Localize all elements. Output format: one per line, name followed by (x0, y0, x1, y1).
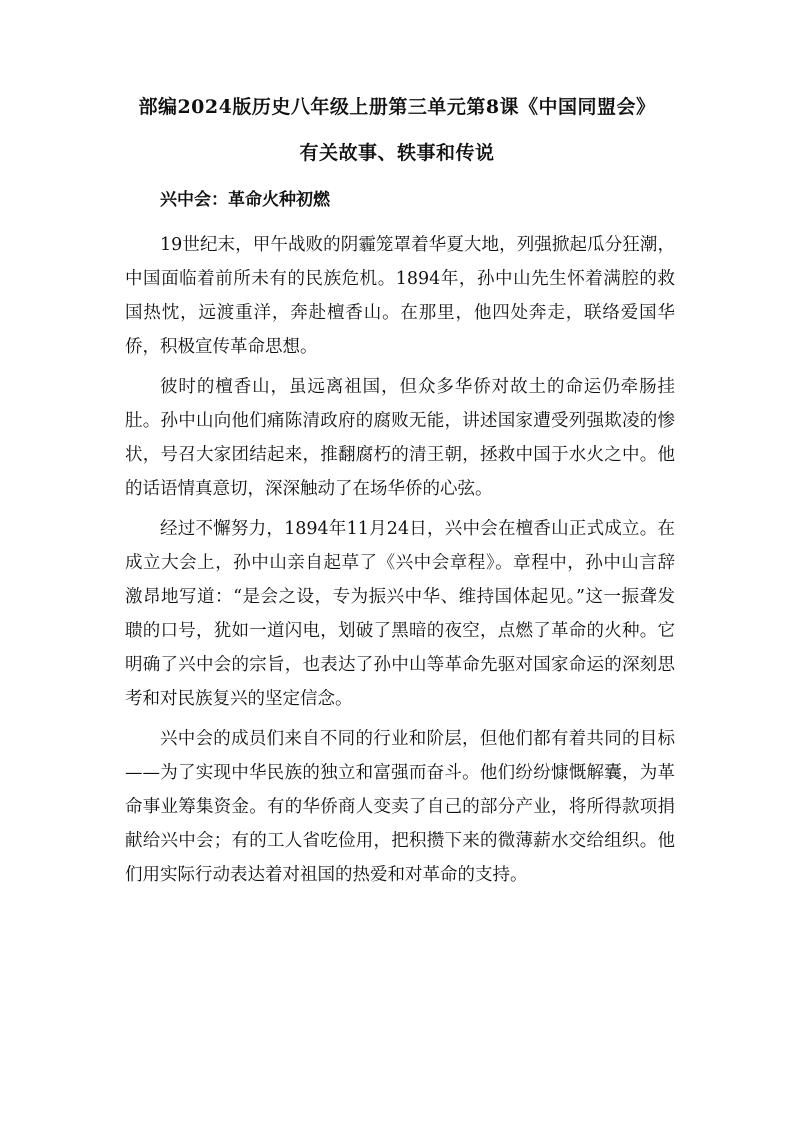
document-title (100, 95, 694, 165)
paragraph-3: 经过不懈努力，1894年11月24日，兴中会在檀香山正式成立。在成立大会上，孙中山亲自起草了《兴中会章程》。章程中，孙中山言辞激昂地写道：“是会之设，专为振兴中华、维持国体起见。”这一振聋发聩的口号，犹如一道闪电，划破了黑暗的夜空，点燃了革命的火种。它明确了兴中会的宗旨，也表达了孙中山等革命先驱对国家命运的深刻思考和对民族复兴的坚定信念。 (125, 519, 675, 709)
title-line-1: 部编2024版历史八年级上册第三单元第8课《中国同盟会》 (138, 96, 656, 118)
paragraph-2: 彼时的檀香山，虽远离祖国，但众多华侨对故土的命运仍牵肠挂肚。孙中山向他们痛陈清政府的腐败无能，讲述国家遭受列强欺凌的惨状，号召大家团结起来，推翻腐朽的清王朝，拯救中国于水火之中。他的话语情真意切，深深触动了在场华侨的心弦。 (125, 377, 675, 499)
title-line-2: 有关故事、轶事和传说 (299, 142, 495, 164)
paragraph-4: 兴中会的成员们来自不同的行业和阶层，但他们都有着共同的目标——为了实现中华民族的独立和富强而奋斗。他们纷纷慷慨解囊，为革命事业筹集资金。有的华侨商人变卖了自己的部分产业，将所得款项捐献给兴中会；有的工人省吃俭用，把积攒下来的微薄薪水交给组织。他们用实际行动表达着对祖国的热爱和对革命的支持。 (125, 729, 675, 885)
paragraph-1: 19世纪末，甲午战败的阴霾笼罩着华夏大地，列强掀起瓜分狂潮，中国面临着前所未有的民族危机。1894年，孙中山先生怀着满腔的救国热忱，远渡重洋，奔赴檀香山。在那里，他四处奔走，联络爱国华侨，积极宣传革命思想。 (125, 235, 675, 357)
body-text (125, 228, 675, 898)
section-heading: 兴中会：革命火种初燃 (160, 190, 330, 210)
